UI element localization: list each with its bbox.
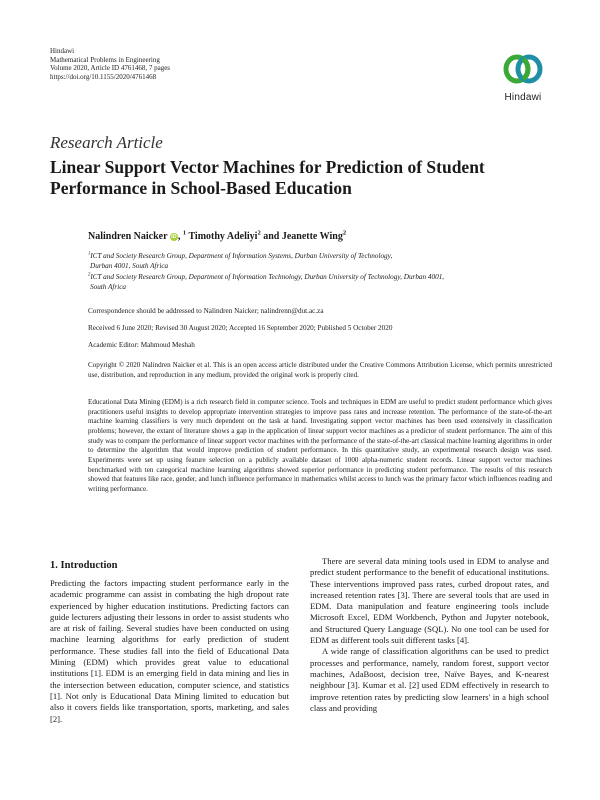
article-type: Research Article [50,133,163,152]
publisher-name: Hindawi [50,47,75,55]
affiliation-number: 1 [88,251,91,257]
hindawi-logo [498,52,548,103]
journal-name: Mathematical Problems in Engineering [50,55,160,64]
body-paragraph: Predicting the factors impacting student performance early in the academic programme can assist in combating the high dropout rate experienced by higher education institutions. Predicting factors can guide lecturers adjusting their lessons in order to assist students who are at risk of failing. Several studies have been conducted on using machine learning algorithms for early prediction of student performance. These studies fall into the field of Educational Data Mining (EDM) which provides great value to educational institutions [1]. EDM is an emerging field in data mining and lies in the intersection between education, computer science, and statistics [1]. Not only is Educational Data Mining limited to education but also it covers fields like transportation, sports, marketing, and sales [2]. [50,578,289,724]
abstract: Educational Data Mining (EDM) is a rich research field in computer science. Tools and techniques in EDM are useful to predict student performance which gives practitioners useful insights to develop appropriate intervention strategies to improve pass rates and increase retention. The performance of the state-of-the-art machine learning classifiers is very much dependent on the task at hand. Investigating support vector machines has been used extensively in classification problems; however, the extant of literature shows a gap in the application of linear support vector machines as a predictor of student performance. The aim of this study was to compare the performance of linear support vector machines with the performance of the state-of-the-art classical machine learning algorithms in order to determine the algorithm that would improve prediction of student performance. In this quantitative study, an experimental research design was used. Experiments were set up using feature selection on a publicly available dataset of 1000 alpha-numeric student records. Linear support vector machines benchmarked with ten categorical machine learning algorithms showed superior performance in predicting student performance. The results of this research showed that features like race, gender, and lunch influence performance in mathematics whilst access to lunch was the primary factor which influences reading and writing performance. [88,398,552,493]
author-name[interactable]: Nalindren Naicker [88,231,168,242]
author-affiliation: 2 [342,229,347,237]
orcid-icon[interactable]: iD [171,234,177,240]
author-affiliation: 1 [182,229,187,237]
affiliation-text: South Africa [90,282,127,291]
doi-link[interactable]: https://doi.org/10.1155/2020/4761468 [50,72,157,81]
section-heading: 1. Introduction [50,560,118,571]
author-name[interactable]: Timothy Adeliyi [188,231,258,242]
body-paragraph: There are several data mining tools used in EDM to analyse and predict student performance to the benefit of educational institutions. These interventions improved pass rates, curbed dropout rates, and increased retention rates [3]. There are several tools that are used in EDM. Data manipulation and feature engineering tools include Microsoft Excel, EDM Workbench, Python and Jupyter notebook, and Structured Query Language (SQL). No one tool can be used for EDM as different tools suit different tasks [4]. [310,556,549,646]
affiliation-text: ICT and Society Research Group, Department of Information Technology, Durban University of Technology, Durban 4001, [90,273,445,281]
academic-editor: Academic Editor: Mahmoud Meshah [88,341,195,349]
affiliation-item [88,273,558,292]
author-list [88,231,346,242]
body-paragraph: A wide range of classification algorithms can be used to predict processes and performance, namely, random forest, support vector machines, AdaBoost, decision tree, Naïve Bayes, and K-nearest neighbour [3]. Kumar et al. [2] used EDM effectively in research to improve retention rates by predicting slow learners' in a high school class and providing [310,646,549,713]
affiliations [88,252,558,294]
hindawi-logo-icon [503,52,543,86]
volume-info: Volume 2020, Article ID 4761468, 7 pages [50,64,171,73]
body-column-right [310,556,549,714]
paper-title: Linear Support Vector Machines for Prediction of Student Performance in School-Based Education [50,157,485,198]
logo-text: Hindawi [504,92,542,103]
affiliation-item [88,252,558,271]
author-name[interactable]: Jeanette Wing [281,231,343,242]
affiliation-text: ICT and Society Research Group, Department of Information Systems, Durban University of Technology, [90,252,393,260]
publication-dates: Received 6 June 2020; Revised 30 August 2020; Accepted 16 September 2020; Published 5 October 2020 [88,324,393,332]
body-column-left [50,578,289,725]
correspondence: Correspondence should be addressed to Nalindren Naicker; nalindrenn@dut.ac.za [88,307,324,315]
copyright-notice: Copyright © 2020 Nalindren Naicker et al. This is an open access article distributed under the Creative Commons Attribution License, which permits unrestricted use, distribution, and reproduction in any medium, provided the original work is properly cited. [88,361,552,379]
affiliation-number: 2 [88,272,91,278]
author-sep: and [260,231,282,242]
journal-header [50,47,170,81]
affiliation-text: Durban 4001, South Africa [90,261,169,270]
author-sep: , [177,231,183,242]
author-affiliation: 2 [257,229,261,237]
